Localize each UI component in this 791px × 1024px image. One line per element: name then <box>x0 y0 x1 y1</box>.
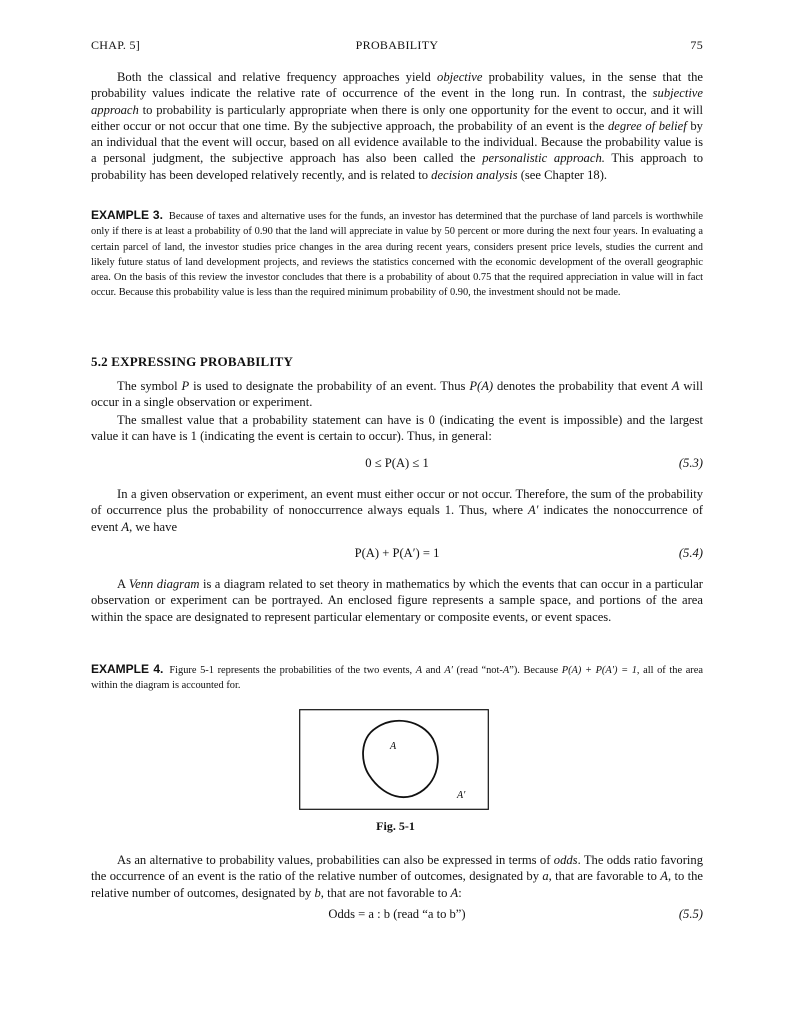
paragraph-probability-range: The smallest value that a probability statement can have is 0 (indicating the event is impossible) and the largest value it can have is 1 (indicating the event is certain to occur). Thus, in general: <box>91 413 703 444</box>
equation-5-3-number: (5.3) <box>678 456 703 470</box>
equation-5-4-number: (5.4) <box>678 546 703 560</box>
paragraph-complement: In a given observation or experiment, an event must either occur or not occur. Therefore, the sum of the probability of occurrence plus the probability of nonoccurrence always equals 1. Thus, where A′ indicates the nonoccurrence of event A, we have <box>91 487 703 534</box>
equation-5-3-expr: 0 ≤ P(A) ≤ 1 <box>365 456 429 470</box>
header-title: PROBABILITY <box>355 38 439 52</box>
chapter-label: CHAP. 5] <box>91 38 141 52</box>
example-4-label: EXAMPLE 4. <box>91 662 164 676</box>
paragraph-venn-diagram: A Venn diagram is a diagram related to set theory in mathematics by which the events that can occur in a particular observation or experiment can be portrayed. An enclosed figure represents a sample space, and portions of the area within the space are designated to represent particular elementary or composite events, or event spaces. <box>91 577 703 624</box>
paragraph-odds: As an alternative to probability values, probabilities can also be expressed in terms of odds. The odds ratio favoring the occurrence of an event is the ratio of the relative number of outcomes, designated by a, that are favorable to A, to the relative number of outcomes, designated by b, that are not favorable to A: <box>91 853 703 900</box>
example-4: EXAMPLE 4. Figure 5-1 represents the probabilities of the two events, A and A′ (read “not-A”). Because P(A) + P(A′) = 1, all of the area within the diagram is accounted for. <box>91 662 703 692</box>
page-number: 75 <box>690 38 703 52</box>
equation-5-5-number: (5.5) <box>678 907 703 921</box>
equation-5-3 <box>91 456 703 474</box>
paragraph-symbol-p: The symbol P is used to designate the probability of an event. Thus P(A) denotes the probability that event A will occur in a single observation or experiment. <box>91 379 703 410</box>
figure-caption: Fig. 5-1 <box>376 819 415 833</box>
label-a: A <box>390 741 397 752</box>
equation-5-5 <box>91 907 703 925</box>
equation-5-4-expr: P(A) + P(A′) = 1 <box>354 546 440 560</box>
equation-5-4 <box>91 546 703 564</box>
label-a-prime: A′ <box>457 790 466 801</box>
event-a-region <box>363 721 438 797</box>
example-3 <box>91 208 703 301</box>
example-3-label: EXAMPLE 3. <box>91 208 163 222</box>
example-3-text: Because of taxes and alternative uses for the funds, an investor has determined that the purchase of land parcels is worthwhile only if there is at least a probability of 0.90 that the land will appreciate in value by 50 percent or more during the next four years. In evaluating a certain parcel of land, the investor studies price changes in the area during recent years, considers present price levels, studies the current and likely future status of land development projects, and reviews the statistics concerned with the economic development of the overall geographic area. On the basis of this review the investor concludes that there is a probability of about 0.75 that the required appreciation in value will in fact occur. Because this probability value is less than the required minimum probability of 0.90, the investment should not be made. <box>91 211 703 299</box>
running-header <box>91 38 703 54</box>
paragraph-subjective-approach: Both the classical and relative frequency approaches yield objective probability values, in the sense that the probability values indicate the relative rate of occurrence of the event in the long run. In contrast, the subjective approach to probability is particularly appropriate when there is only one opportunity for the event to occur, and it will either occur or not occur that one time. By the subjective approach, the probability of an event is the degree of belief by an individual that the event will occur, based on all evidence available to the individual. Because the probability value is a personal judgment, the subjective approach has also been called the personalistic approach. This approach to probability has been developed relatively recently, and is related to decision analysis (see Chapter 18). <box>91 70 703 182</box>
section-heading: 5.2 EXPRESSING PROBABILITY <box>91 354 294 369</box>
equation-5-5-expr: Odds = a : b (read “a to b”) <box>328 907 466 921</box>
venn-diagram-figure <box>299 709 489 810</box>
